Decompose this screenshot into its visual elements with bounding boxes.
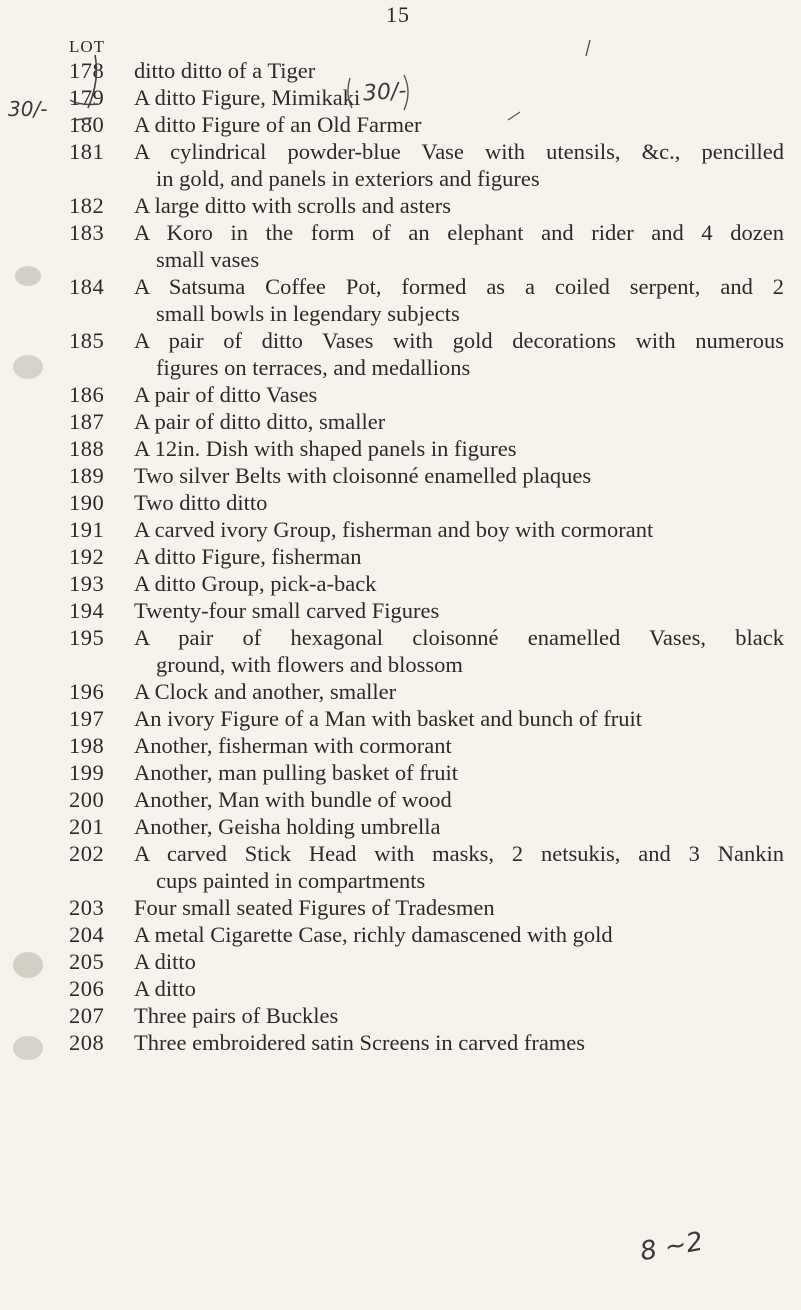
lot-number: 194 bbox=[69, 598, 105, 623]
handwritten-margin-note: 30/- bbox=[8, 97, 48, 121]
lot-number: 183 bbox=[69, 220, 105, 245]
handwritten-bottom-note: 8 ~2 bbox=[637, 1226, 706, 1268]
lot-description-line: A carved Stick Head with masks, 2 netsukis, and 3 Nankin bbox=[134, 841, 784, 866]
lot-number: 196 bbox=[69, 679, 105, 704]
lot-description-line: Three embroidered satin Screens in carved frames bbox=[134, 1030, 586, 1055]
lot-number: 184 bbox=[69, 274, 105, 299]
lot-number: 187 bbox=[69, 409, 105, 434]
lot-description-line: A cylindrical powder-blue Vase with utensils, &c., pencilled bbox=[134, 139, 784, 164]
lot-number: 197 bbox=[69, 706, 105, 731]
lot-description-continuation: figures on terraces, and medallions bbox=[156, 355, 471, 380]
lot-number: 180 bbox=[69, 112, 105, 137]
lot-number: 193 bbox=[69, 571, 105, 596]
page-number: 15 bbox=[386, 2, 410, 27]
lot-number: 198 bbox=[69, 733, 105, 758]
lot-description-line: Twenty-four small carved Figures bbox=[134, 598, 440, 623]
lot-number: 203 bbox=[69, 895, 105, 920]
lot-description-line: A pair of ditto Vases with gold decorations with numerous bbox=[134, 328, 784, 353]
lot-description-line: Another, Geisha holding umbrella bbox=[134, 814, 441, 839]
lot-description-continuation: ground, with flowers and blossom bbox=[156, 652, 463, 677]
lot-number: 191 bbox=[69, 517, 105, 542]
lot-number: 201 bbox=[69, 814, 105, 839]
lot-number: 192 bbox=[69, 544, 105, 569]
lot-number: 181 bbox=[69, 139, 105, 164]
lot-description-line: A Clock and another, smaller bbox=[134, 679, 397, 704]
lot-number: 208 bbox=[69, 1030, 105, 1055]
lot-description-continuation: in gold, and panels in exteriors and figures bbox=[156, 166, 540, 191]
lot-description-continuation: small bowls in legendary subjects bbox=[156, 301, 460, 326]
lot-description-line: Another, fisherman with cormorant bbox=[134, 733, 452, 758]
lot-description-line: A ditto Group, pick-a-back bbox=[134, 571, 377, 596]
lot-description-line: An ivory Figure of a Man with basket and bunch of fruit bbox=[134, 706, 643, 731]
lot-number: 182 bbox=[69, 193, 105, 218]
lot-number: 205 bbox=[69, 949, 105, 974]
lot-number: 179 bbox=[69, 85, 105, 110]
lot-number: 204 bbox=[69, 922, 105, 947]
lot-description-line: A ditto Figure, fisherman bbox=[134, 544, 362, 569]
lot-number: 200 bbox=[69, 787, 105, 812]
lot-number: 189 bbox=[69, 463, 105, 488]
lot-description-line: A pair of hexagonal cloisonné enamelled Vases, black bbox=[134, 625, 784, 650]
lot-number: 186 bbox=[69, 382, 105, 407]
lot-description-line: A carved ivory Group, fisherman and boy with cormorant bbox=[134, 517, 654, 542]
handwritten-price-note: 30/- bbox=[362, 78, 408, 107]
lot-number: 199 bbox=[69, 760, 105, 785]
lot-number: 190 bbox=[69, 490, 105, 515]
lot-description-line: Four small seated Figures of Tradesmen bbox=[134, 895, 495, 920]
lot-number: 195 bbox=[69, 625, 105, 650]
lot-number: 185 bbox=[69, 328, 105, 353]
lot-description-line: A pair of ditto ditto, smaller bbox=[134, 409, 386, 434]
lot-description-line: Two ditto ditto bbox=[134, 490, 268, 515]
lot-number: 207 bbox=[69, 1003, 105, 1028]
lot-number: 178 bbox=[69, 58, 105, 83]
lot-column-header: LOT bbox=[69, 37, 106, 56]
lot-description-line: Two silver Belts with cloisonné enamelled plaques bbox=[134, 463, 592, 488]
lot-description-line: Three pairs of Buckles bbox=[134, 1003, 339, 1028]
lot-description-line: A Satsuma Coffee Pot, formed as a coiled serpent, and 2 bbox=[134, 274, 784, 299]
lot-description-line: A Koro in the form of an elephant and rider and 4 dozen bbox=[134, 220, 784, 245]
lot-description-line: Another, man pulling basket of fruit bbox=[134, 760, 459, 785]
lot-description-line: A ditto bbox=[134, 976, 196, 1001]
lot-number: 202 bbox=[69, 841, 105, 866]
lot-description-line: A ditto bbox=[134, 949, 196, 974]
lot-description-line: A ditto Figure of an Old Farmer bbox=[134, 112, 422, 137]
lot-number: 188 bbox=[69, 436, 105, 461]
lot-description-continuation: cups painted in compartments bbox=[156, 868, 426, 893]
lot-description-continuation: small vases bbox=[156, 247, 260, 272]
lot-description-line: A pair of ditto Vases bbox=[134, 382, 318, 407]
lot-description-line: ditto ditto of a Tiger bbox=[134, 58, 316, 83]
lot-description-line: A metal Cigarette Case, richly damascened with gold bbox=[134, 922, 613, 947]
lot-description-line: A large ditto with scrolls and asters bbox=[134, 193, 452, 218]
lot-number: 206 bbox=[69, 976, 105, 1001]
lot-description-line: Another, Man with bundle of wood bbox=[134, 787, 452, 812]
lot-description-line: A ditto Figure, Mimikaki bbox=[134, 85, 361, 110]
lot-description-line: A 12in. Dish with shaped panels in figures bbox=[134, 436, 517, 461]
